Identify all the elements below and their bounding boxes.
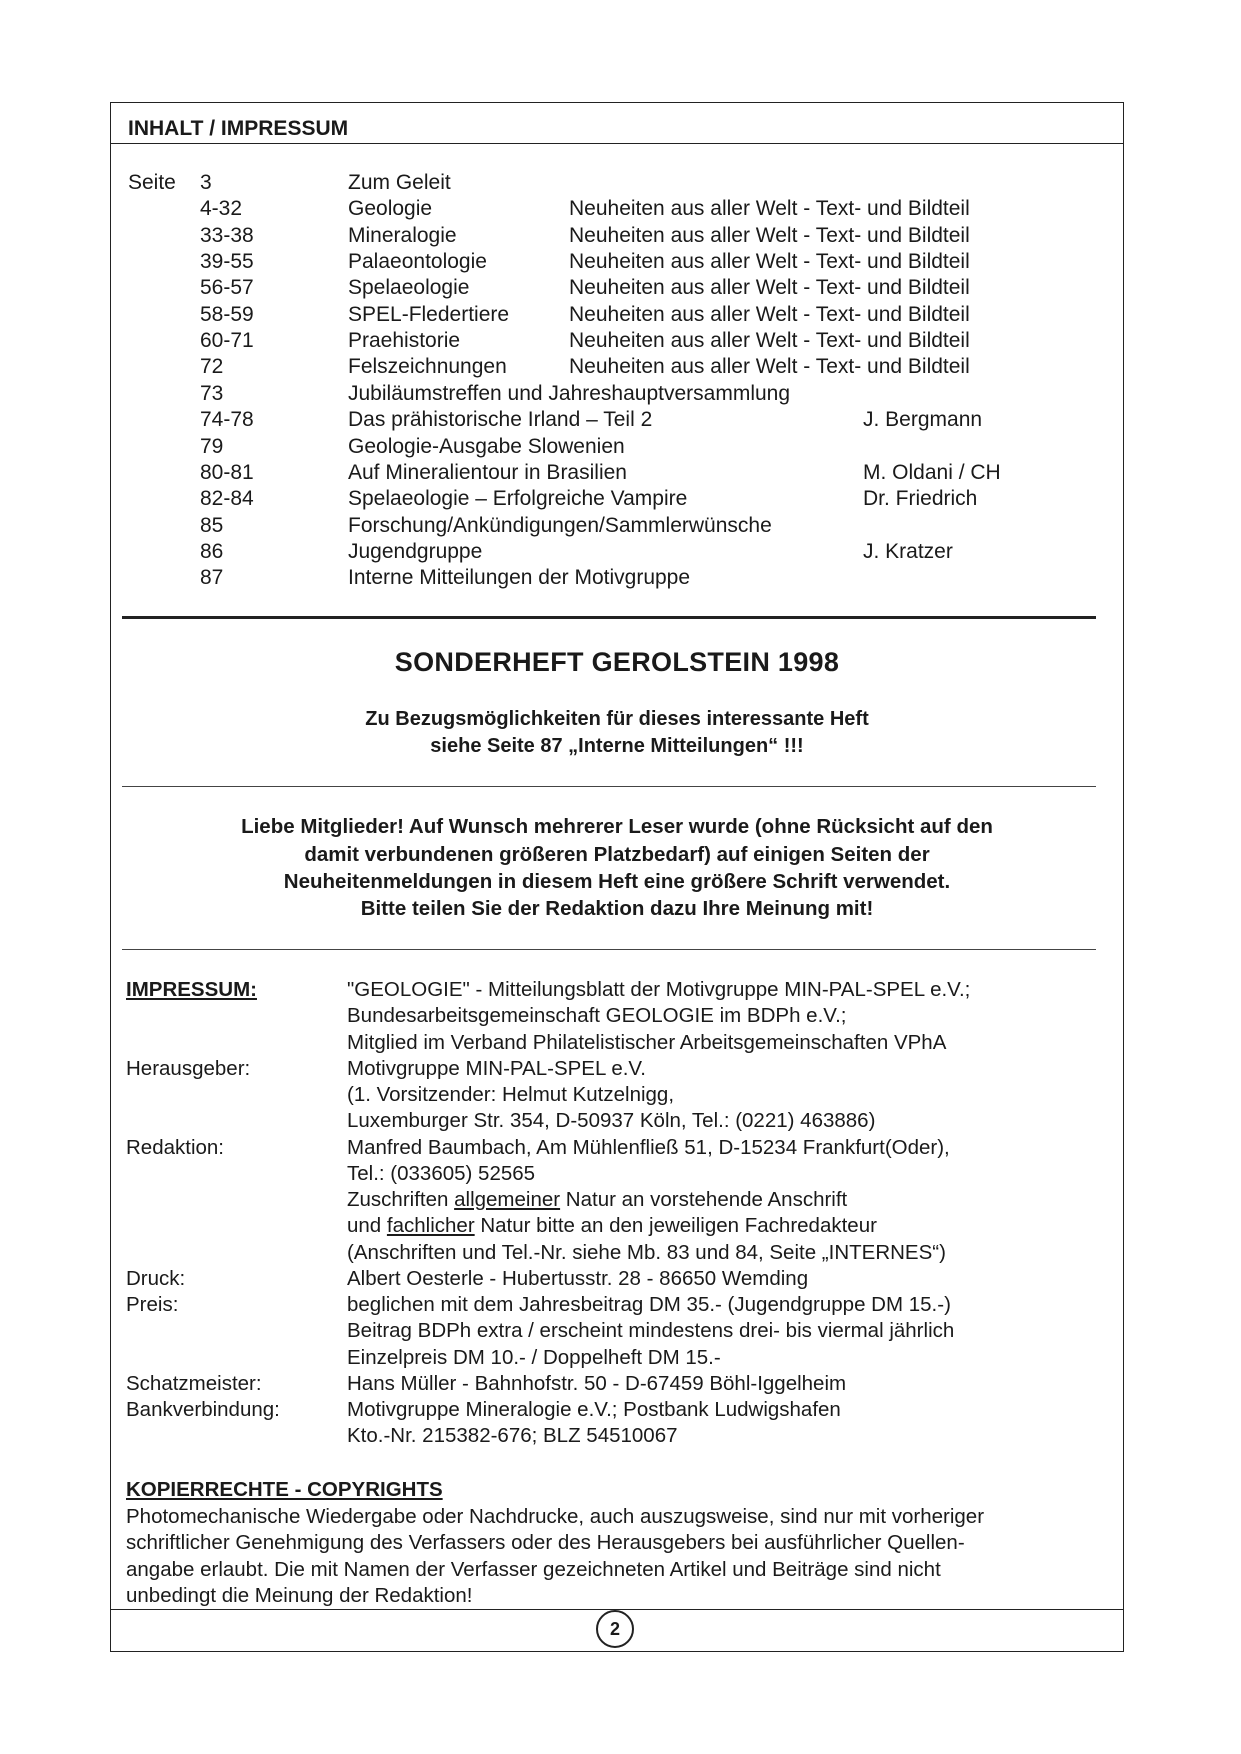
toc-page-number: 87 (200, 566, 224, 590)
impressum-heading: IMPRESSUM: (126, 978, 257, 1001)
impressum-text: Manfred Baumbach, Am Mühlenfließ 51, D-15234 Frankfurt(Oder), (347, 1135, 950, 1159)
toc-page-number: 80-81 (200, 460, 254, 484)
toc-row (0, 565, 1241, 591)
toc-section-title: SPEL-Fledertiere (348, 302, 510, 326)
toc-section-title: Mineralogie (348, 223, 457, 247)
copyright-title: KOPIERRECHTE - COPYRIGHTS (126, 1478, 443, 1501)
toc-description: Neuheiten aus aller Welt - Text- und Bildteil (569, 197, 970, 221)
toc-section-title: Palaeontologie (348, 250, 487, 274)
sonderheft-title: SONDERHEFT GEROLSTEIN 1998 (394, 647, 840, 677)
toc-description: Neuheiten aus aller Welt - Text- und Bildteil (569, 276, 970, 300)
page-number: 2 (596, 1610, 634, 1648)
toc-author: J. Bergmann (863, 408, 983, 432)
impressum-text: Luxemburger Str. 354, D-50937 Köln, Tel.: (0221) 463886) (347, 1109, 876, 1133)
toc-section-title: Geologie-Ausgabe Slowenien (348, 434, 625, 458)
impressum-text: "GEOLOGIE" - Mitteilungsblatt der Motivgruppe MIN-PAL-SPEL e.V.; (347, 978, 971, 1001)
toc-description: Neuheiten aus aller Welt - Text- und Bildteil (569, 250, 970, 274)
toc-section-title: Praehistorie (348, 329, 461, 353)
impressum-label: Druck: (126, 1266, 186, 1290)
copyright-line: schriftlicher Genehmigung des Verfassers oder des Herausgebers bei ausführlicher Quellen- (126, 1531, 965, 1555)
impressum-label: Redaktion: (126, 1135, 225, 1159)
toc-row (0, 434, 1241, 460)
notice-line: Neuheitenmeldungen in diesem Heft eine größere Schrift verwendet. (283, 870, 951, 893)
toc-page-number: 3 (200, 171, 212, 194)
toc-page-number: 73 (200, 381, 224, 405)
toc-row (0, 539, 1241, 565)
toc-page-number: 72 (200, 355, 224, 379)
toc-page-number: 60-71 (200, 329, 254, 353)
impressum-label: Bankverbindung: (126, 1398, 280, 1421)
impressum-text: (1. Vorsitzender: Helmut Kutzelnigg, (347, 1083, 675, 1106)
impressum-text: Beitrag BDPh extra / erscheint mindestens drei- bis viermal jährlich (347, 1319, 955, 1343)
impressum-text: beglichen mit dem Jahresbeitrag DM 35.- (Jugendgruppe DM 15.-) (347, 1293, 951, 1316)
toc-page-number: 33-38 (200, 223, 254, 247)
impressum-label: Herausgeber: (126, 1056, 251, 1080)
notice-line: damit verbundenen größeren Platzbedarf) auf einigen Seiten der (304, 843, 930, 866)
toc-page-number: 74-78 (200, 408, 254, 432)
toc-page-number: 58-59 (200, 302, 254, 326)
toc-section-title: Spelaeologie – Erfolgreiche Vampire (348, 487, 688, 511)
toc-description: Neuheiten aus aller Welt - Text- und Bildteil (569, 302, 970, 326)
toc-row (0, 328, 1241, 354)
impressum-text: Zuschriften allgemeiner Natur an vorstehende Anschrift (347, 1188, 848, 1211)
sonderheft-line-2: siehe Seite 87 „Interne Mitteilungen“ !!! (430, 735, 804, 757)
toc-author: Dr. Friedrich (863, 487, 978, 511)
toc-author: J. Kratzer (863, 539, 953, 563)
toc-page-number: 85 (200, 513, 224, 537)
impressum-text: Bundesarbeitsgemeinschaft GEOLOGIE im BDPh e.V.; (347, 1004, 847, 1028)
section-divider (122, 786, 1096, 787)
impressum-text: (Anschriften und Tel.-Nr. siehe Mb. 83 und 84, Seite „INTERNES“) (347, 1240, 946, 1264)
impressum-text: Kto.-Nr. 215382-676; BLZ 54510067 (347, 1424, 678, 1448)
toc-page-number: 86 (200, 539, 224, 563)
toc-page-number: 82-84 (200, 487, 254, 511)
toc-section-title: Jubiläumstreffen und Jahreshauptversammlung (348, 381, 791, 405)
toc-row (0, 460, 1241, 486)
page-title: INHALT / IMPRESSUM (128, 117, 349, 140)
toc-section-title: Zum Geleit (348, 171, 451, 194)
header-divider (110, 143, 1124, 144)
toc-row (0, 302, 1241, 328)
toc-page-number: 79 (200, 434, 224, 458)
sonderheft-line-1: Zu Bezugsmöglichkeiten für dieses interessante Heft (365, 708, 869, 730)
toc-row (0, 170, 1241, 196)
toc-row (0, 381, 1241, 407)
impressum-text: und fachlicher Natur bitte an den jeweiligen Fachredakteur (347, 1214, 877, 1238)
toc-row (0, 275, 1241, 301)
toc-description: Neuheiten aus aller Welt - Text- und Bildteil (569, 329, 970, 353)
toc-row (0, 513, 1241, 539)
impressum-text: Einzelpreis DM 10.- / Doppelheft DM 15.- (347, 1345, 721, 1369)
toc-row (0, 407, 1241, 433)
notice-line: Bitte teilen Sie der Redaktion dazu Ihre Meinung mit! (360, 897, 874, 920)
impressum-text: Hans Müller - Bahnhofstr. 50 - D-67459 Böhl-Iggelheim (347, 1371, 847, 1395)
toc-row (0, 486, 1241, 512)
impressum-text: Mitglied im Verband Philatelistischer Arbeitsgemeinschaften VPhA (347, 1030, 947, 1054)
toc-row (0, 249, 1241, 275)
toc-section-title: Felszeichnungen (348, 355, 507, 379)
impressum-text: Tel.: (033605) 52565 (347, 1161, 536, 1185)
toc-section-title: Das prähistorische Irland – Teil 2 (348, 408, 653, 432)
toc-section-title: Auf Mineralientour in Brasilien (348, 460, 627, 484)
toc-row (0, 196, 1241, 222)
toc-author: M. Oldani / CH (863, 460, 1001, 484)
section-divider (122, 616, 1096, 619)
toc-page-number: 4-32 (200, 197, 243, 221)
impressum-text: Motivgruppe MIN-PAL-SPEL e.V. (347, 1056, 646, 1080)
seite-label: Seite (128, 171, 176, 194)
toc-page-number: 56-57 (200, 276, 254, 300)
copyright-line: angabe erlaubt. Die mit Namen der Verfasser gezeichneten Artikel und Beiträge sind nicht (126, 1557, 941, 1581)
toc-description: Neuheiten aus aller Welt - Text- und Bildteil (569, 355, 970, 379)
toc-row (0, 223, 1241, 249)
toc-section-title: Spelaeologie (348, 276, 470, 300)
section-divider (122, 949, 1096, 950)
impressum-text: Albert Oesterle - Hubertusstr. 28 - 86650 Wemding (347, 1266, 809, 1290)
toc-description: Neuheiten aus aller Welt - Text- und Bildteil (569, 223, 970, 247)
toc-section-title: Interne Mitteilungen der Motivgruppe (348, 566, 691, 590)
toc-row (0, 354, 1241, 380)
impressum-text: Motivgruppe Mineralogie e.V.; Postbank Ludwigshafen (347, 1398, 841, 1421)
copyright-line: Photomechanische Wiedergabe oder Nachdrucke, auch auszugsweise, sind nur mit vorheriger (126, 1505, 985, 1528)
toc-section-title: Geologie (348, 197, 433, 221)
notice-line: Liebe Mitglieder! Auf Wunsch mehrerer Leser wurde (ohne Rücksicht auf den (241, 815, 993, 838)
toc-section-title: Jugendgruppe (348, 539, 483, 563)
toc-page-number: 39-55 (200, 250, 254, 274)
toc-section-title: Forschung/Ankündigungen/Sammlerwünsche (348, 513, 772, 537)
impressum-label: Preis: (126, 1293, 179, 1316)
copyright-line: unbedingt die Meinung der Redaktion! (126, 1583, 473, 1607)
impressum-label: Schatzmeister: (126, 1371, 262, 1395)
